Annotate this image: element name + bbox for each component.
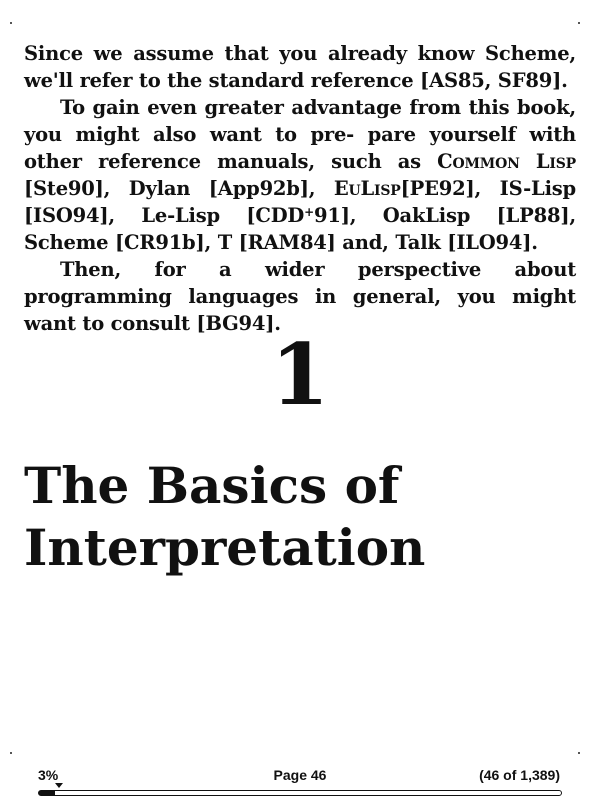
reader-footer xyxy=(0,764,600,800)
chapter-title xyxy=(24,455,584,579)
location-indicator: (46 of 1,389) xyxy=(479,767,560,783)
page-body-text xyxy=(24,40,576,337)
paragraph-2 xyxy=(24,94,576,256)
paragraph-3: Then, for a wider perspective about programming languages in general, you might want to consult [BG94]. xyxy=(24,258,576,335)
chapter-title-line-1: The Basics of xyxy=(24,456,400,515)
common-lisp-smallcaps: Common Lisp xyxy=(437,150,576,173)
reading-progress-bar[interactable] xyxy=(38,790,562,796)
corner-mark-top-right xyxy=(578,22,580,24)
paragraph-2-text-a: To gain even greater advantage from this book, you might also want to pre- pare yourself with other reference manuals, such as xyxy=(24,96,576,173)
progress-marker-icon xyxy=(55,783,63,788)
eulisp-smallcaps: EuLisp xyxy=(333,177,401,200)
paragraph-2-text-c: [PE92], IS-Lisp [ISO94], Le-Lisp [CDD xyxy=(24,177,576,227)
corner-mark-top-left xyxy=(10,22,12,24)
paragraph-1: Since we assume that you already know Scheme, we'll refer to the standard reference [AS85, SF89]. xyxy=(24,42,576,92)
chapter-title-line-2: Interpretation xyxy=(24,518,426,577)
progress-percent: 3% xyxy=(38,767,59,783)
paragraph-2-text-b: [Ste90], Dylan [App92b], xyxy=(24,177,334,200)
corner-mark-bottom-left xyxy=(10,752,12,754)
chapter-number: 1 xyxy=(270,325,330,424)
page-number: Page 46 xyxy=(273,767,327,783)
corner-mark-bottom-right xyxy=(578,752,580,754)
reading-progress-fill xyxy=(39,791,55,795)
paragraph-2-text-d: 91], OakLisp [LP88], Scheme [CR91b], T [RAM84] and, Talk [ILO94]. xyxy=(24,204,576,254)
superscript-plus: + xyxy=(304,205,314,219)
